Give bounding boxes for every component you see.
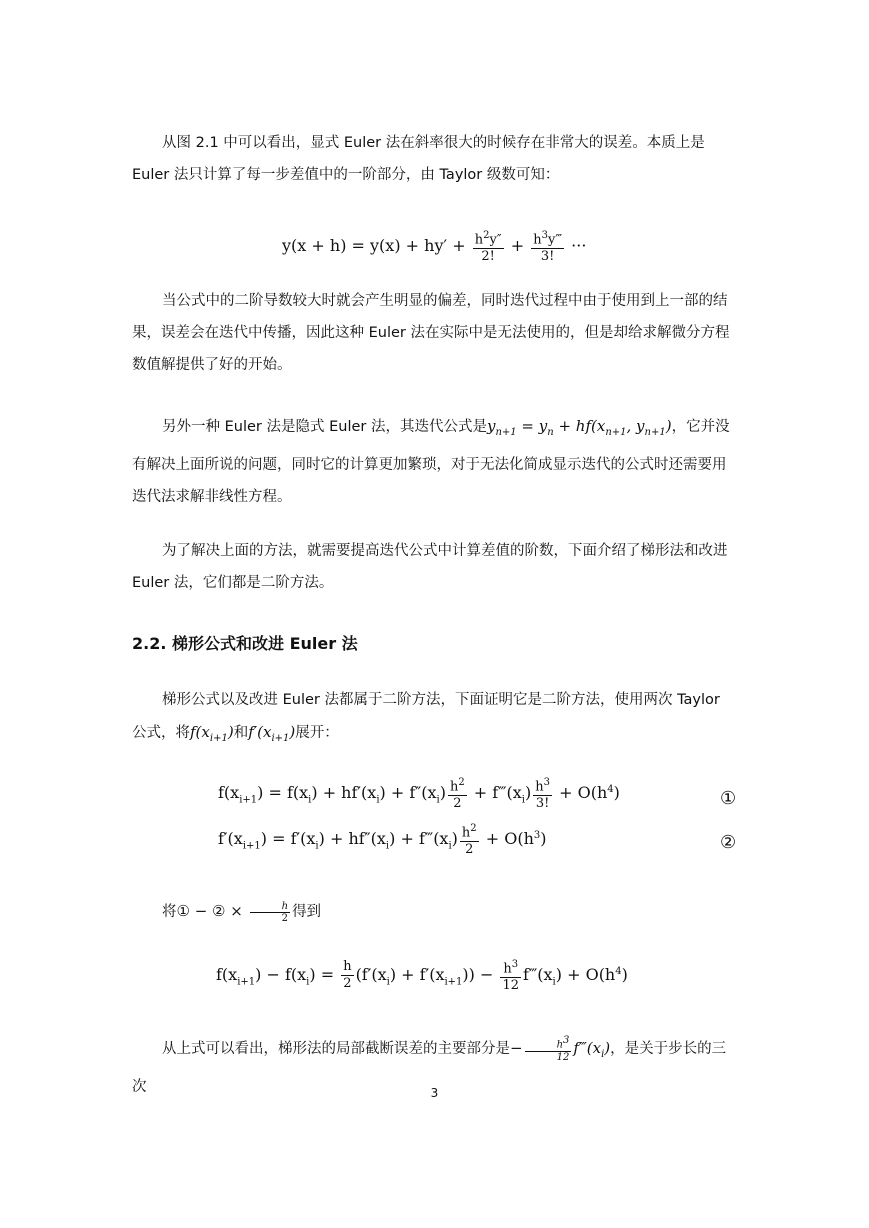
f-prime-x-i-plus-1: $f'(x_{i+1})$ [248,723,296,744]
paragraph-3-part-a: 另外一种 Euler 法是隐式 Euler 法，其迭代公式是 [162,419,487,435]
truncation-error-term: − $\frac{h^3}{12}$ $f‴(x_i)$ [510,1035,611,1063]
equation-number-2: ② [720,832,737,853]
page-number: 3 [430,1086,439,1100]
implicit-euler-formula: $y_{n+1} = y_n + hf(x_{n+1}$, $y_{n+1}$) [486,417,672,438]
paragraph-5-and: 和 [233,725,249,741]
paragraph-4: 为了解决上面的方法，就需要提高迭代公式中计算差值的阶数，下面介绍了梯形法和改进 Euler 法，它们都是二阶方法。 [132,543,728,591]
paragraph-6-part-a: 将 [162,904,177,920]
combination-expression: ① − ② × $\frac{h}{2}$ [176,900,289,924]
paragraph-6 [132,895,738,928]
taylor-equation-2: $f'(x_{i+1}) = f'(x_i) + hf''(x_i)$ + $f‴(x_i)$ $\frac{h^2}{2}$ + $O(h^3)$ [218,823,547,858]
equation-number-1: ① [720,788,737,809]
paragraph-7-part-b: ，是关于步长的三次 [132,1041,727,1095]
taylor-equation: y(x + h) = y(x) + hy′ + $\frac{h^2y''}{2!}$ + $\frac{h^3y‴}{3!}$ ··· [282,230,587,265]
paragraph-5 [132,684,738,755]
paragraph-3-part-b: ，它并没有解决上面所说的问题，同时它的计算更加繁琐，对于无法化简成显示迭代的公式时还需要用迭代法求解非线性方程。 [132,419,730,505]
paragraph-5-part-b: 展开： [295,725,339,741]
section-heading: 2.2. 梯形公式和改进 Euler 法 [132,634,358,653]
paragraph-1: 从图 2.1 中可以看出，显式 Euler 法在斜率很大的时候存在非常大的误差。本质上是 Euler 法只计算了每一步差值中的一阶部分，由 Taylor 级数可知： [132,135,705,183]
trapezoid-equation: $f(x_{i+1}) - f(x_i)$ = $\frac{h}{2}$ $(f'(x_i) + f'(x_{i+1}))$ − $\frac{h^3}{12}$ $f‴(x_i) + O(h^4)$ [216,959,628,994]
paragraph-7-part-a: 从上式可以看出，梯形法的局部截断误差的主要部分是 [162,1041,510,1057]
paragraph-6-part-b: 得到 [292,904,322,920]
paragraph-3 [132,410,738,513]
paragraph-5-part-a: 梯形公式以及改进 Euler 法都属于二阶方法，下面证明它是二阶方法，使用两次 Taylor 公式，将 [132,692,720,741]
taylor-equation-1: $f(x_{i+1}) = f(x_i) + hf'(x_i) + f''(x_i)$ $\frac{h^2}{2}$ + $f‴(x_i)$ $\frac{h^3}{3!}$ + $O(h^4)$ [218,777,620,812]
paragraph-2: 当公式中的二阶导数较大时就会产生明显的偏差，同时迭代过程中由于使用到上一部的结果，误差会在迭代中传播，因此这种 Euler 法在实际中是无法使用的，但是却给求解微分方程数值解提供了好的开始。 [132,293,730,373]
f-x-i-plus-1: $f(x_{i+1})$ [190,723,234,744]
